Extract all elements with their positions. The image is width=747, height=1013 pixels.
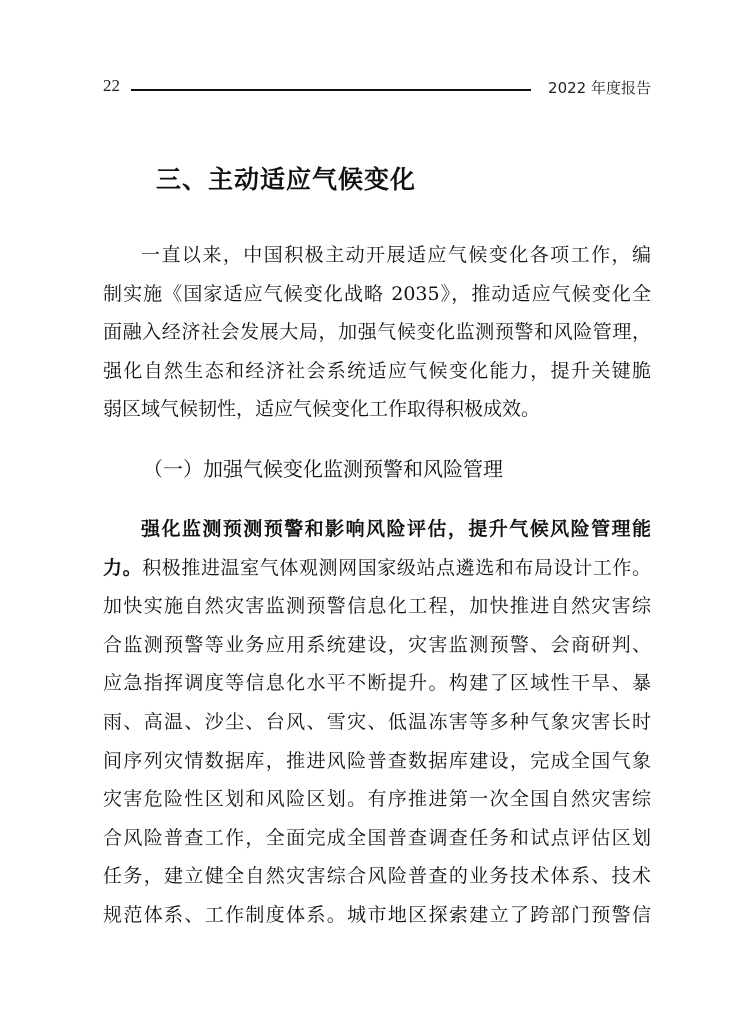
- paragraph-line: 强化自然生态和经济社会系统适应气候变化能力，提升关键脆: [103, 359, 651, 382]
- paragraph-line: 面融入经济社会发展大局，加强气候变化监测预警和风险管理，: [103, 321, 651, 344]
- paragraph-line: 一直以来，中国积极主动开展适应气候变化各项工作，编: [141, 244, 651, 266]
- paragraph-line: 灾害危险性区划和风险区划。有序推进第一次全国自然灾害综: [103, 788, 651, 811]
- bold-lead-end: 力。: [103, 556, 143, 579]
- subsection-title: （一）加强气候变化监测预警和风险管理: [143, 457, 503, 481]
- paragraph-line: 间序列灾情数据库，推进风险普查数据库建设，完成全国气象: [103, 749, 651, 772]
- paragraph-intro: [103, 236, 651, 429]
- paragraph-monitoring: [103, 510, 651, 935]
- bold-lead-line: 强化监测预测预警和影响风险评估，提升气候风险管理能: [141, 518, 651, 540]
- paragraph-line: 规范体系、工作制度体系。城市地区探索建立了跨部门预警信: [103, 903, 651, 926]
- page-header: [103, 76, 651, 102]
- section-title: 三、主动适应气候变化: [156, 165, 417, 194]
- paragraph-line-rest: 积极推进温室气体观测网国家级站点遴选和布局设计工作。: [142, 556, 651, 579]
- paragraph-line: 应急指挥调度等信息化水平不断提升。构建了区域性干旱、暴: [103, 672, 651, 695]
- paragraph-line: 弱区域气候韧性，适应气候变化工作取得积极成效。: [103, 398, 541, 421]
- paragraph-line: 合监测预警等业务应用系统建设，灾害监测预警、会商研判、: [103, 633, 651, 656]
- paragraph-line: 雨、高温、沙尘、台风、雪灾、低温冻害等多种气象灾害长时: [103, 710, 651, 733]
- paragraph-line: 任务，建立健全自然灾害综合风险普查的业务技术体系、技术: [103, 865, 651, 888]
- header-rule: [131, 89, 531, 91]
- paragraph-line: [103, 549, 651, 588]
- paragraph-line: 加快实施自然灾害监测预警信息化工程，加快推进自然灾害综: [103, 595, 651, 618]
- page-number: 22: [103, 76, 120, 95]
- paragraph-line: 制实施《国家适应气候变化战略 2035》，推动适应气候变化全: [103, 282, 651, 305]
- report-label: 2022 年度报告: [548, 79, 651, 97]
- paragraph-line: 合风险普查工作，全面完成全国普查调查任务和试点评估区划: [103, 826, 651, 849]
